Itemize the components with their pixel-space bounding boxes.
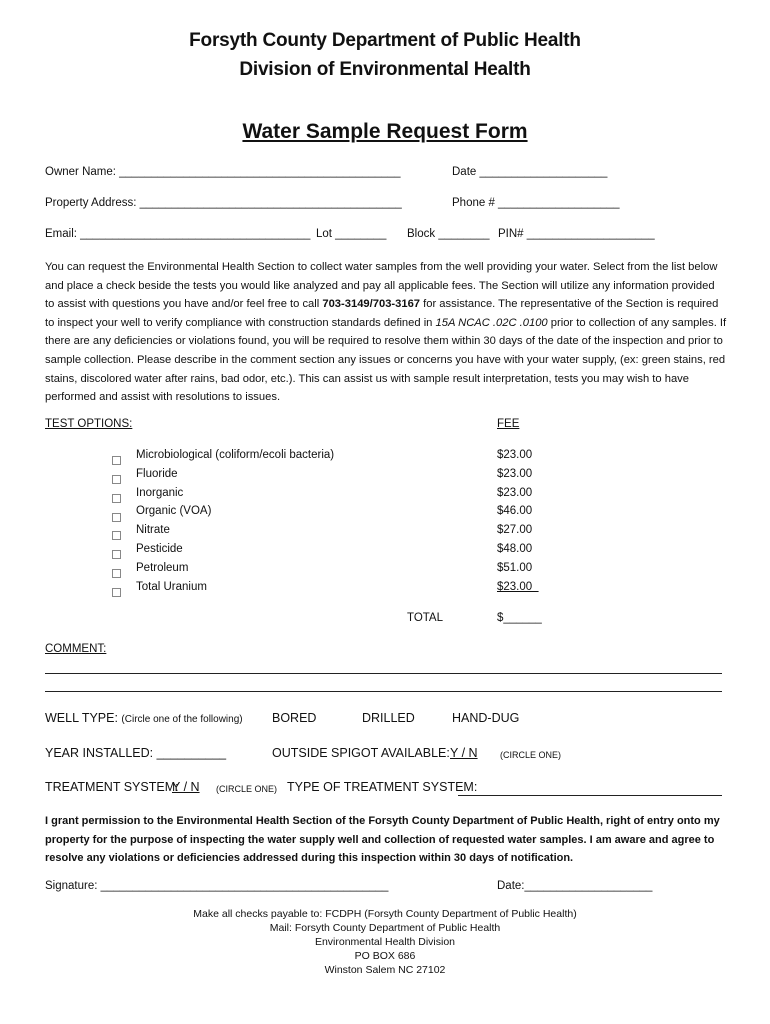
owner-name-field[interactable]: Owner Name: ____________________________________________ (45, 166, 401, 178)
lot-field[interactable]: Lot ________ (316, 228, 387, 240)
department-title: Forsyth County Department of Public Health (189, 30, 581, 51)
test-checkbox[interactable] (112, 527, 121, 545)
test-checkbox[interactable] (112, 508, 121, 526)
footer-city: Winston Salem NC 27102 (324, 964, 446, 976)
test-fee: $23.00 (497, 486, 533, 499)
comment-line-1[interactable] (45, 673, 722, 674)
intro-text-1: You can request the Environmental Health Section to collect water samples from the well providing your water. Select from the list below and place a check beside the tests you would like analyzed and pay all applicable fees. The Section will utilize any information provided to assist with questions you have and/or feel free to call (45, 261, 718, 311)
test-fee: $27.00 (497, 524, 533, 537)
test-checkbox[interactable] (112, 565, 121, 583)
spigot-circle-one: (CIRCLE ONE) (500, 750, 562, 760)
well-type-row (45, 711, 243, 725)
test-name: Total Uranium (136, 580, 207, 593)
well-type-label: WELL TYPE: (45, 711, 122, 725)
intro-text-2: for assistance. The representative of the Section is required to inspect your well to verify compliance with construction standards defined in (45, 298, 719, 329)
permission-statement: I grant permission to the Environmental Health Section of the Forsyth County Department of Public Health, right of entry onto my property for the purpose of inspecting the water supply well and collection of requested water samples. I am aware and agree to resolve any violations or deficiencies addressed during this inspection within 30 days of notification. (45, 815, 720, 864)
footer-division: Environmental Health Division (314, 936, 456, 948)
treatment-type-label: TYPE OF TREATMENT SYSTEM: (287, 780, 478, 794)
footer-po-box: PO BOX 686 (354, 950, 416, 962)
test-name: Microbiological (coliform/ecoli bacteria) (136, 449, 335, 461)
treatment-system-yes-no[interactable]: Y / N (172, 780, 200, 794)
contact-phone-numbers: 703-3149/703-3167 (322, 298, 421, 311)
outside-spigot-yes-no[interactable]: Y / N (450, 746, 478, 760)
test-checkbox[interactable] (112, 471, 121, 489)
test-name: Nitrate (136, 524, 170, 537)
pin-field[interactable]: PIN# ____________________ (498, 228, 655, 240)
phone-field[interactable]: Phone # ___________________ (452, 197, 620, 209)
test-fee: $23.00 (497, 467, 533, 480)
test-fee: $23.00 (497, 580, 539, 593)
test-name: Organic (VOA) (136, 505, 212, 518)
test-fee: $48.00 (497, 543, 533, 555)
total-value[interactable]: $______ (497, 612, 542, 624)
comment-label: COMMENT: (45, 643, 107, 655)
test-fee: $51.00 (497, 561, 533, 574)
footer-mail: Mail: Forsyth County Department of Public Health (269, 922, 501, 934)
date-field[interactable]: Date ____________________ (452, 166, 608, 178)
outside-spigot-label: OUTSIDE SPIGOT AVAILABLE: (272, 746, 450, 760)
form-title: Water Sample Request Form (242, 120, 528, 143)
test-checkbox[interactable] (112, 452, 121, 470)
footer-payable: Make all checks payable to: FCDPH (Forsyth County Department of Public Health) (193, 908, 577, 920)
division-title: Division of Environmental Health (239, 59, 531, 80)
signature-field[interactable]: Signature: _____________________________________________ (45, 880, 389, 892)
test-fee: $46.00 (497, 505, 533, 518)
regulation-code: 15A NCAC .02C .0100 (435, 316, 548, 329)
block-field[interactable]: Block ________ (407, 228, 490, 240)
test-name: Pesticide (136, 543, 183, 555)
intro-paragraph (45, 258, 727, 407)
test-name: Inorganic (136, 486, 184, 499)
treatment-system-label: TREATMENT SYSTEM: (45, 780, 179, 794)
signature-date-field[interactable]: Date:____________________ (497, 880, 653, 892)
well-type-hint: (Circle one of the following) (121, 714, 243, 725)
well-option-bored[interactable]: BORED (272, 711, 317, 725)
test-checkbox[interactable] (112, 490, 121, 508)
fee-heading: FEE (497, 418, 520, 430)
email-field[interactable]: Email: ____________________________________ (45, 228, 311, 240)
treatment-circle-one: (CIRCLE ONE) (216, 784, 278, 794)
test-fee: $23.00 (497, 449, 533, 461)
year-installed-field[interactable]: YEAR INSTALLED: __________ (45, 746, 227, 760)
well-option-drilled[interactable]: DRILLED (362, 711, 415, 725)
test-name: Fluoride (136, 467, 178, 480)
test-options-heading: TEST OPTIONS: (45, 418, 133, 430)
well-option-hand-dug[interactable]: HAND-DUG (452, 711, 520, 725)
property-address-field[interactable]: Property Address: _________________________________________ (45, 197, 402, 209)
test-checkbox[interactable] (112, 546, 121, 564)
intro-text-3: prior to collection of any samples. If there are any deficiencies or violations found, you will be required to resolve them within 30 days of the date of the inspection and prior to sample collection. Please describe in the comment section any issues or concerns you have with your water supply, (ex: green stains, red stains, discolored water after rains, bad odor, etc.). This can assist us with sample result interpretation, tests you may wish to have performed and assist with resolutions to issues. (45, 316, 727, 404)
treatment-type-line[interactable] (458, 795, 722, 796)
test-name: Petroleum (136, 561, 189, 574)
total-label: TOTAL (407, 612, 443, 624)
comment-line-2[interactable] (45, 691, 722, 692)
test-checkbox[interactable] (112, 584, 121, 602)
